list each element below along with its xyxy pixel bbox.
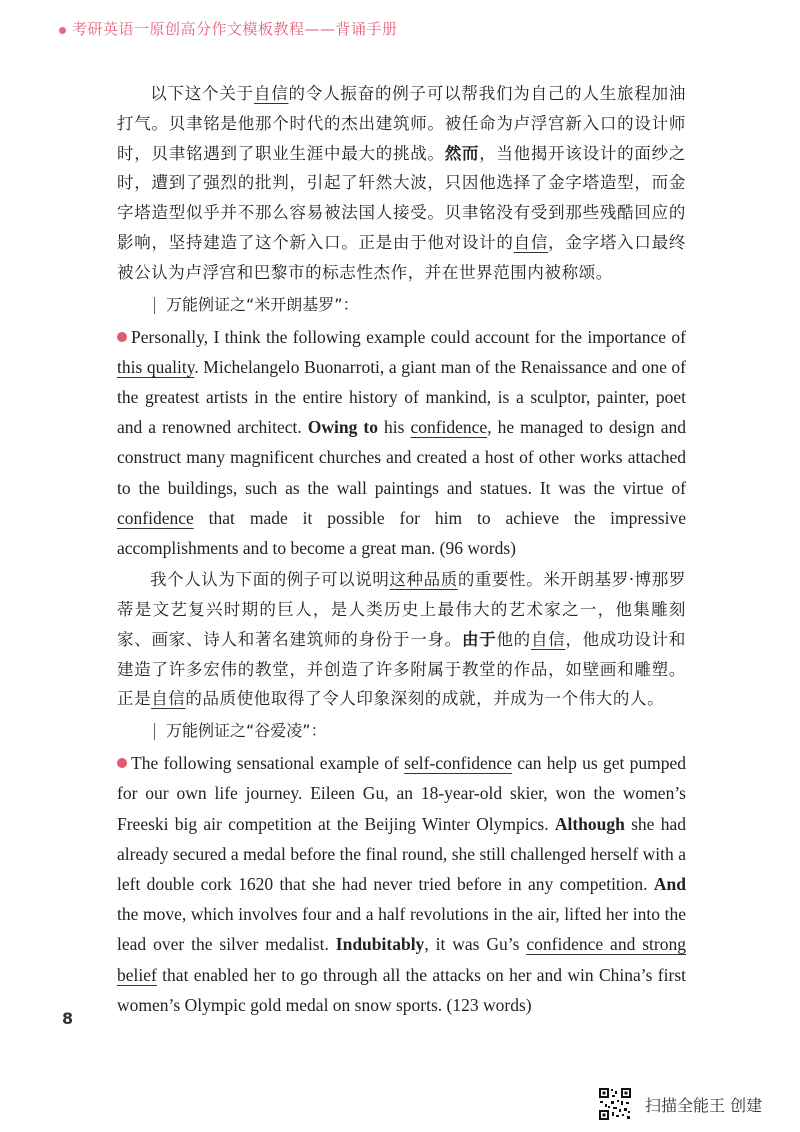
keyword-underlined: self-confidence bbox=[404, 753, 512, 774]
section-heading-michelangelo: 万能例证之“米开朗基罗”： bbox=[112, 289, 686, 321]
keyword-bold: 由于 bbox=[461, 629, 497, 649]
page-number: 8 bbox=[62, 1009, 74, 1028]
qr-code-icon bbox=[598, 1087, 632, 1121]
footer-brand-text: 扫描全能王 创建 bbox=[645, 1095, 763, 1115]
keyword-underlined: this quality bbox=[117, 356, 195, 377]
keyword-underlined: confidence and strong belief bbox=[117, 934, 686, 985]
heading-bar-icon bbox=[154, 723, 155, 740]
keyword-bold: Owing to bbox=[307, 417, 378, 438]
keyword-underlined: confidence bbox=[410, 417, 488, 438]
bullet-dot-icon bbox=[59, 27, 66, 34]
keyword-underlined: 自信 bbox=[151, 689, 186, 709]
keyword-underlined: 自信 bbox=[530, 629, 566, 649]
heading-bar-icon bbox=[154, 297, 155, 314]
page-header bbox=[0, 0, 800, 40]
paragraph-pei-yuming-chinese: 以下这个关于自信的令人振奋的例子可以帮我们为自己的人生旅程加油打气。贝聿铭是他那个时代的杰出建筑师。被任命为卢浮宫新入口的设计师时，贝聿铭遇到了职业生涯中最大的挑战。然而，当他揭开该设计的面纱之时，遭到了强烈的批判，引起了轩然大波，只因他选择了金字塔造型，而金字塔造型似乎并不那么容易被法国人接受。贝聿铭没有受到那些残酷回应的影响，坚持建造了这个新入口。正是由于他对设计的自信，金字塔入口最终被公认为卢浮宫和巴黎市的标志性杰作，并在世界范围内被称颂。 bbox=[117, 84, 687, 282]
header-title: 考研英语一原创高分作文模板教程——背诵手册 bbox=[72, 20, 398, 38]
keyword-underlined: 这种品质 bbox=[389, 570, 458, 590]
keyword-bold: Although bbox=[554, 813, 625, 834]
keyword-bold: And bbox=[653, 874, 686, 894]
keyword-underlined: 自信 bbox=[513, 232, 549, 252]
keyword-bold: 然而 bbox=[444, 143, 480, 163]
bullet-dot-icon bbox=[117, 332, 127, 342]
bullet-dot-icon bbox=[117, 758, 127, 768]
section-heading-eileen-gu: 万能例证之“谷爱凌”： bbox=[112, 715, 686, 747]
paragraph-michelangelo-chinese: 我个人认为下面的例子可以说明这种品质的重要性。米开朗基罗·博那罗蒂是文艺复兴时期的巨人，是人类历史上最伟大的艺术家之一，他集雕刻家、画家、诗人和著名建筑师的身份于一身。由于他的自信，他成功设计和建造了许多宏伟的教堂，并创造了许多附属于教堂的作品，如壁画和雕塑。正是自信的品质使他取得了令人印象深刻的成就，并成为一个伟大的人。 bbox=[117, 570, 687, 709]
page-content bbox=[117, 79, 686, 1020]
keyword-bold: Indubitably bbox=[335, 934, 425, 955]
scanner-footer bbox=[598, 1087, 762, 1121]
keyword-underlined: confidence bbox=[117, 507, 194, 528]
paragraph-eileen-gu-english: The following sensational example of self-confidence can help us get pumped for our own life journey. Eileen Gu, an 18-year-old skier, won the women’s Freeski big air competition at the Beijing Winter Olympics. Although she had already secured a medal before the final round, she still challenged herself with a left double cork 1620 that she had never tried before in any competition. And the move, which involves four and a half revolutions in the air, lifted her into the lead over the silver medalist. Indubitably, it was Gu’s confidence and strong belief that enabled her to go through all the attacks on her and win China’s first women’s Olympic gold medal on snow sports. (123 words) bbox=[117, 753, 686, 1015]
keyword-underlined: 自信 bbox=[253, 84, 289, 103]
paragraph-michelangelo-english: Personally, I think the following example could account for the importance of this quality. Michelangelo Buonarroti, a giant man of the Renaissance and one of the greatest artists in the entire history of mankind, is a sculptor, painter, poet and a renowned architect. Owing to his confidence, he managed to design and construct many magnificent churches and created a host of other works attached to the buildings, such as the wall paintings and statues. It was the virtue of confidence that made it possible for him to achieve the impressive accomplishments and to become a great man. (96 words) bbox=[117, 326, 686, 558]
